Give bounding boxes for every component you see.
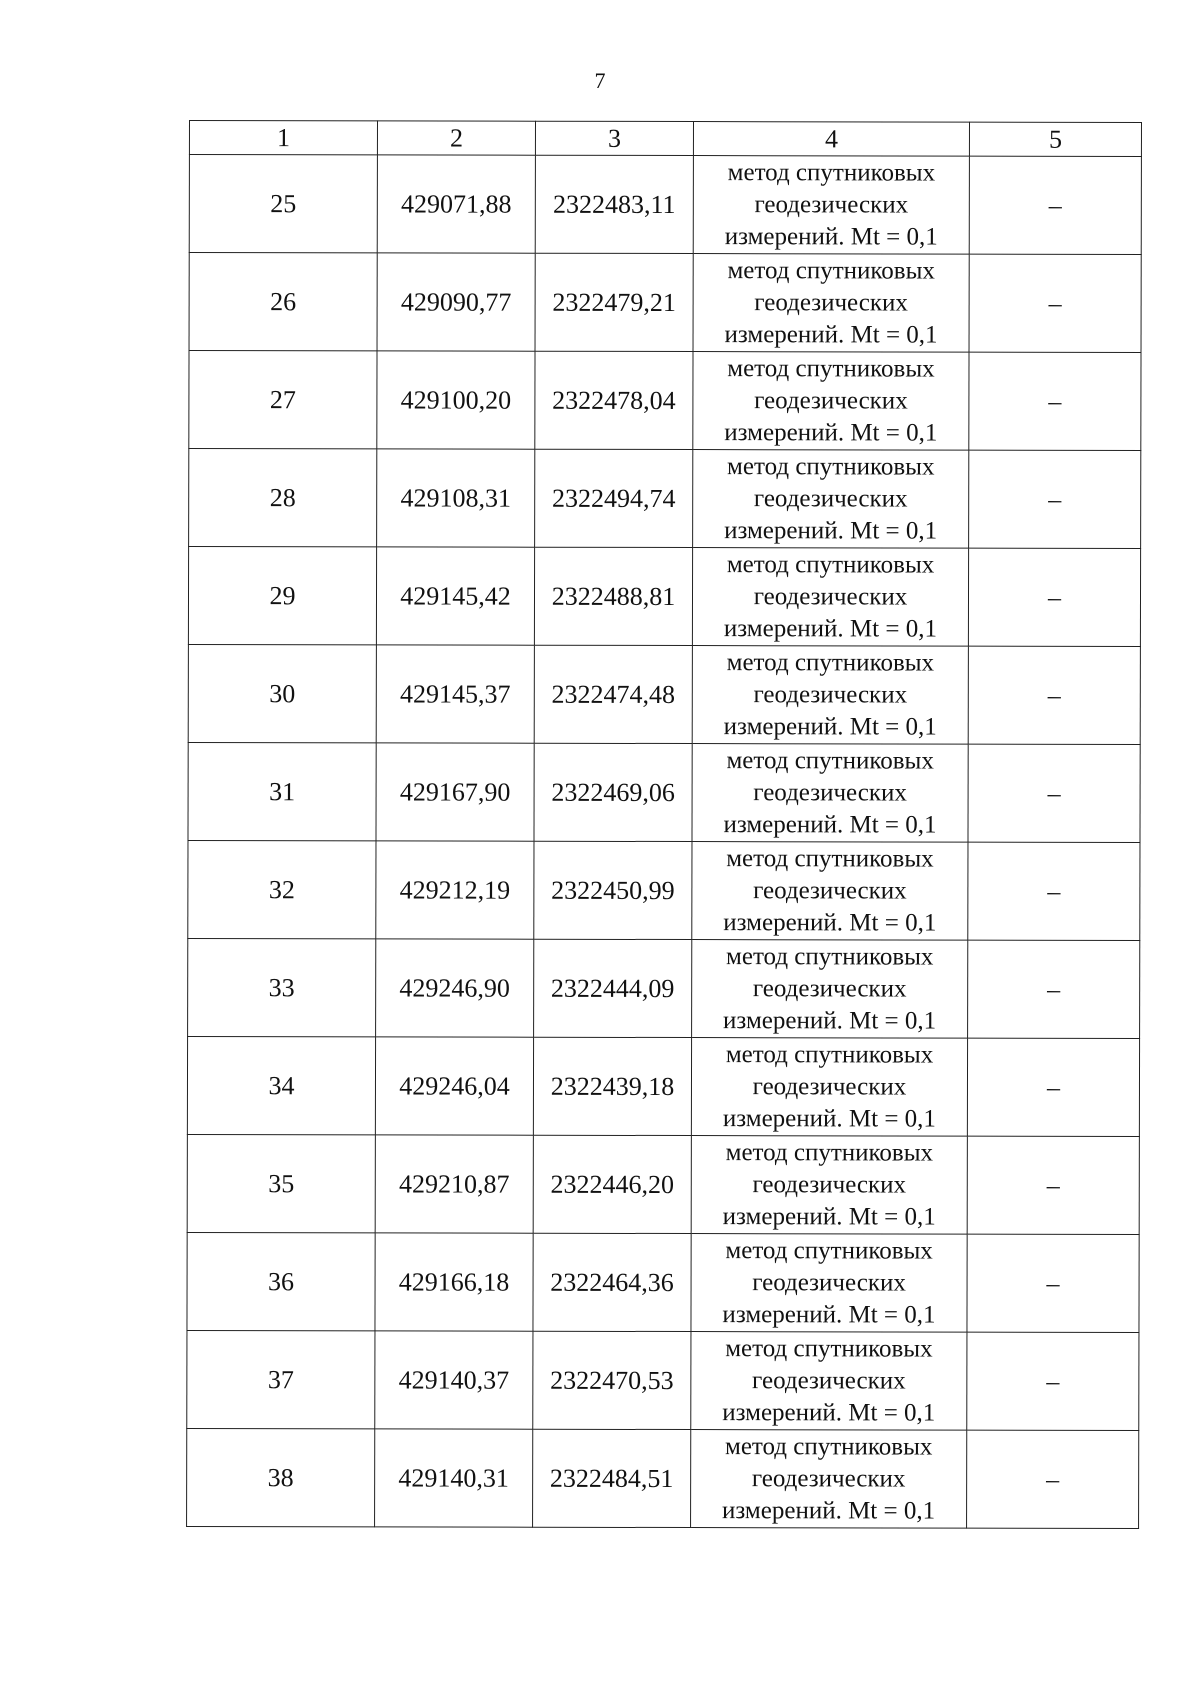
column-header-2: 2 [377,121,535,155]
coordinates-table [186,120,1142,1529]
y-coordinate-cell: 2322464,36 [533,1233,691,1331]
point-number-cell: 35 [187,1134,375,1232]
method-cell [693,450,969,549]
x-coordinate-cell: 429210,87 [375,1135,533,1233]
method-cell [691,1430,967,1529]
y-coordinate-cell: 2322474,48 [534,645,692,743]
method-cell [692,744,968,843]
method-text-line: метод спутниковых [726,648,935,677]
column-header-5: 5 [969,122,1141,156]
method-text-line: геодезических [752,1170,907,1199]
y-coordinate-cell: 2322469,06 [534,743,692,841]
table-header [189,121,1141,157]
x-coordinate-cell: 429108,31 [377,449,535,547]
note-cell: – [968,548,1140,646]
method-text-line: метод спутниковых [725,1138,934,1167]
table-row [188,742,1140,842]
table-row [189,351,1141,451]
method-text-line: геодезических [753,778,907,807]
table-row [188,547,1140,647]
method-text-line: метод спутниковых [727,452,935,481]
method-text-line: геодезических [754,190,909,219]
method-text-line: геодезических [754,288,908,317]
table-row [187,1036,1139,1136]
method-text-line: метод спутниковых [727,256,935,285]
note-cell: – [967,1038,1139,1136]
point-number-cell: 28 [189,449,377,547]
method-text-line: измерений. Mt = 0,1 [723,908,937,937]
table-row [188,644,1140,744]
method-text-line: геодезических [754,386,908,415]
method-text-line: метод спутниковых [727,354,935,383]
method-text-line: метод спутниковых [725,1334,933,1363]
note-cell: – [968,646,1140,744]
table-row [189,449,1141,549]
method-text-line: метод спутниковых [725,1040,934,1069]
method-cell [691,1038,967,1137]
point-number-cell: 32 [188,840,376,938]
point-number-cell: 38 [187,1428,375,1526]
y-coordinate-cell: 2322484,51 [533,1429,691,1527]
method-text-line: геодезических [752,1366,906,1395]
table-row [188,840,1140,940]
method-text-line: метод спутниковых [726,550,935,579]
y-coordinate-cell: 2322450,99 [534,841,692,939]
point-number-cell: 31 [188,742,376,840]
point-number-cell: 30 [188,644,376,742]
method-text-line: измерений. Mt = 0,1 [723,810,937,839]
method-text-line: геодезических [753,680,908,709]
method-text-line: измерений. Mt = 0,1 [722,1104,936,1133]
x-coordinate-cell: 429140,31 [375,1429,533,1527]
method-text-line: измерений. Mt = 0,1 [722,1300,936,1329]
y-coordinate-cell: 2322470,53 [533,1331,691,1429]
method-text-line: измерений. Mt = 0,1 [724,222,938,251]
point-number-cell: 25 [189,155,377,253]
header-row [189,121,1141,157]
y-coordinate-cell: 2322478,04 [535,351,693,449]
x-coordinate-cell: 429246,90 [376,939,534,1037]
method-text-line: геодезических [753,484,908,513]
point-number-cell: 34 [187,1036,375,1134]
table-body [187,155,1142,1529]
note-cell: – [969,352,1141,450]
point-number-cell: 27 [189,351,377,449]
x-coordinate-cell: 429145,37 [376,645,534,743]
method-text-line: геодезических [753,876,907,905]
method-cell [692,842,968,941]
method-text-line: измерений. Mt = 0,1 [723,1006,937,1035]
y-coordinate-cell: 2322479,21 [535,253,693,351]
method-text-line: геодезических [751,1464,906,1493]
point-number-cell: 37 [187,1330,375,1428]
point-number-cell: 29 [188,547,376,645]
y-coordinate-cell: 2322494,74 [535,449,693,547]
x-coordinate-cell: 429071,88 [377,155,535,253]
y-coordinate-cell: 2322483,11 [535,155,693,253]
table-row [187,1232,1139,1332]
method-text-line: измерений. Mt = 0,1 [722,1496,936,1525]
column-header-3: 3 [535,121,693,155]
page-number: 7 [594,68,606,93]
table-row [189,253,1141,353]
table-row [189,155,1141,255]
point-number-cell: 26 [189,253,377,351]
x-coordinate-cell: 429090,77 [377,253,535,351]
method-text-line: измерений. Mt = 0,1 [724,320,938,349]
method-cell [691,1136,967,1235]
table-row [187,1330,1139,1430]
note-cell: – [969,450,1141,548]
method-cell [692,940,968,1039]
x-coordinate-cell: 429167,90 [376,743,534,841]
y-coordinate-cell: 2322488,81 [534,547,692,645]
method-text-line: измерений. Mt = 0,1 [724,516,938,545]
method-text-line: метод спутниковых [726,844,934,873]
table-row [187,1428,1139,1528]
method-text-line: геодезических [752,1268,906,1297]
method-cell [691,1234,967,1333]
method-cell [693,254,969,353]
method-text-line: измерений. Mt = 0,1 [723,712,937,741]
column-header-1: 1 [189,121,377,155]
method-text-line: геодезических [753,582,908,611]
note-cell: – [967,1136,1139,1234]
method-cell [692,646,968,745]
note-cell: – [969,156,1141,254]
note-cell: – [968,744,1140,842]
x-coordinate-cell: 429100,20 [377,351,535,449]
method-text-line: метод спутниковых [726,942,934,971]
method-text-line: измерений. Mt = 0,1 [723,614,937,643]
x-coordinate-cell: 429166,18 [375,1233,533,1331]
method-cell [691,1332,967,1431]
x-coordinate-cell: 429212,19 [376,841,534,939]
table-row [188,938,1140,1038]
table-row [187,1134,1139,1234]
method-text-line: измерений. Mt = 0,1 [722,1398,936,1427]
method-text-line: метод спутниковых [725,1236,933,1265]
method-text-line: метод спутниковых [727,158,936,187]
method-text-line: измерений. Mt = 0,1 [724,418,938,447]
y-coordinate-cell: 2322439,18 [533,1037,691,1135]
method-cell [692,548,968,647]
note-cell: – [967,1430,1139,1528]
method-text-line: геодезических [752,974,907,1003]
x-coordinate-cell: 429140,37 [375,1331,533,1429]
note-cell: – [967,1332,1139,1430]
point-number-cell: 33 [188,938,376,1036]
x-coordinate-cell: 429145,42 [376,547,534,645]
method-text-line: метод спутниковых [726,746,934,775]
method-cell [693,156,969,255]
method-text-line: измерений. Mt = 0,1 [722,1202,936,1231]
note-cell: – [969,254,1141,352]
method-cell [693,352,969,451]
note-cell: – [968,940,1140,1038]
point-number-cell: 36 [187,1232,375,1330]
note-cell: – [968,842,1140,940]
method-text-line: метод спутниковых [724,1432,933,1461]
y-coordinate-cell: 2322444,09 [534,939,692,1037]
x-coordinate-cell: 429246,04 [375,1037,533,1135]
method-text-line: геодезических [752,1072,907,1101]
y-coordinate-cell: 2322446,20 [533,1135,691,1233]
column-header-4: 4 [693,122,969,157]
note-cell: – [967,1234,1139,1332]
